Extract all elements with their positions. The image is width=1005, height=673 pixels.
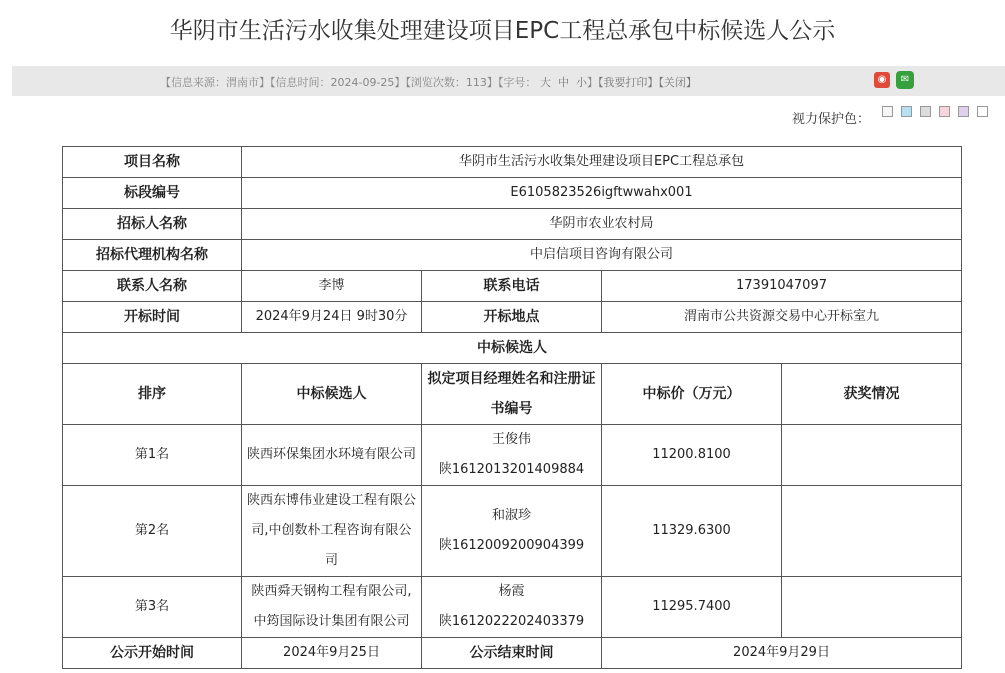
eyecare-label: 视力保护色： <box>792 112 871 127</box>
candidate-cell: 陕西环保集团水环境有限公司 <box>242 425 422 486</box>
manager-header: 拟定项目经理姓名和注册证书编号 <box>422 364 602 425</box>
manager-cert: 陕1612022202403379 <box>438 614 585 629</box>
rank-cell: 第1名 <box>63 425 242 486</box>
info-meta <box>160 74 697 90</box>
info-bar <box>12 66 1005 96</box>
info-views: 【浏览次数：113】 <box>405 76 498 89</box>
phone-value: 17391047097 <box>602 271 962 302</box>
bid-table <box>62 146 962 669</box>
manager-cell <box>422 486 602 577</box>
open-time-value: 2024年9月24日 9时30分 <box>242 302 422 333</box>
project-name-value: 华阴市生活污水收集处理建设项目EPC工程总承包 <box>242 147 962 178</box>
manager-name: 和淑珍 <box>491 508 531 523</box>
manager-cell <box>422 425 602 486</box>
awards-cell <box>782 577 962 638</box>
section-no-value: E6105823526igftwwahx001 <box>242 178 962 209</box>
eyecare-swatch-2[interactable] <box>901 106 912 117</box>
manager-name: 王俊伟 <box>491 432 531 447</box>
awards-cell <box>782 425 962 486</box>
font-size-label: 【字号： <box>497 76 537 89</box>
eyecare-swatch-1[interactable] <box>882 106 893 117</box>
eyecare-swatch-3[interactable] <box>920 106 931 117</box>
manager-name: 杨霞 <box>498 584 525 599</box>
publicity-start-value: 2024年9月25日 <box>242 638 422 669</box>
header-row <box>63 364 962 425</box>
table-row <box>63 271 962 302</box>
info-time: 【信息时间：2024-09-25】 <box>270 76 406 89</box>
font-size-end: 】 <box>586 76 598 89</box>
tenderer-value: 华阴市农业农村局 <box>242 209 962 240</box>
open-place-value: 渭南市公共资源交易中心开标室九 <box>602 302 962 333</box>
publicity-end-label: 公示结束时间 <box>422 638 602 669</box>
table-row <box>63 147 962 178</box>
font-medium-link[interactable]: 中 <box>557 76 569 89</box>
table-row <box>63 333 962 364</box>
rank-header: 排序 <box>63 364 242 425</box>
section-no-label: 标段编号 <box>63 178 242 209</box>
agency-value: 中启信项目咨询有限公司 <box>242 240 962 271</box>
manager-cert: 陕1612009200904399 <box>438 538 585 553</box>
candidate-row <box>63 577 962 638</box>
contact-label: 联系人名称 <box>63 271 242 302</box>
print-link[interactable]: 【我要打印】 <box>597 76 659 89</box>
price-cell: 11200.8100 <box>602 425 782 486</box>
eyecare-swatch-4[interactable] <box>939 106 950 117</box>
price-header: 中标价（万元） <box>602 364 782 425</box>
awards-header: 获奖情况 <box>782 364 962 425</box>
candidate-row <box>63 486 962 577</box>
manager-cert: 陕1612013201409884 <box>438 462 585 477</box>
open-place-label: 开标地点 <box>422 302 602 333</box>
table-row <box>63 638 962 669</box>
table-row <box>63 178 962 209</box>
publicity-start-label: 公示开始时间 <box>63 638 242 669</box>
price-cell: 11295.7400 <box>602 577 782 638</box>
agency-label: 招标代理机构名称 <box>63 240 242 271</box>
awards-cell <box>782 486 962 577</box>
rank-cell: 第3名 <box>63 577 242 638</box>
table-row <box>63 209 962 240</box>
candidate-header: 中标候选人 <box>242 364 422 425</box>
table-row <box>63 240 962 271</box>
open-time-label: 开标时间 <box>63 302 242 333</box>
candidates-title: 中标候选人 <box>63 333 962 364</box>
contact-value: 李博 <box>242 271 422 302</box>
page-title: 华阴市生活污水收集处理建设项目EPC工程总承包中标候选人公示 <box>169 18 836 44</box>
close-link[interactable]: 【关闭】 <box>658 76 697 89</box>
eyecare-swatch-5[interactable] <box>958 106 969 117</box>
wechat-share-icon[interactable]: ✉ <box>896 71 914 89</box>
eyecare-swatch-6[interactable] <box>977 106 988 117</box>
info-source: 【信息来源：渭南市】 <box>160 76 270 89</box>
candidate-cell: 陕西东博伟业建设工程有限公司,中创数朴工程咨询有限公司 <box>242 486 422 577</box>
tenderer-label: 招标人名称 <box>63 209 242 240</box>
weibo-share-icon[interactable]: ◉ <box>874 72 890 88</box>
rank-cell: 第2名 <box>63 486 242 577</box>
phone-label: 联系电话 <box>422 271 602 302</box>
price-cell: 11329.6300 <box>602 486 782 577</box>
font-small-link[interactable]: 小 <box>575 76 587 89</box>
candidate-row <box>63 425 962 486</box>
table-row <box>63 302 962 333</box>
font-large-link[interactable]: 大 <box>539 76 551 89</box>
manager-cell <box>422 577 602 638</box>
candidate-cell: 陕西舜天钢构工程有限公司,中筠国际设计集团有限公司 <box>242 577 422 638</box>
publicity-end-value: 2024年9月29日 <box>602 638 962 669</box>
project-name-label: 项目名称 <box>63 147 242 178</box>
